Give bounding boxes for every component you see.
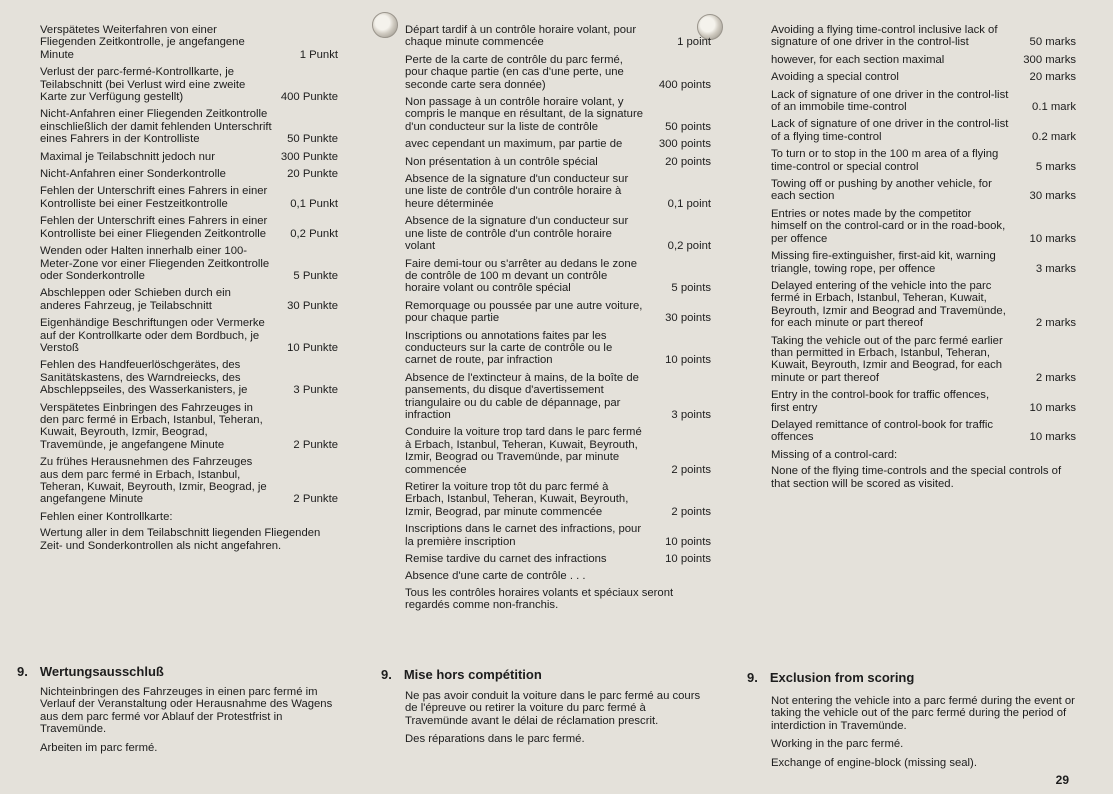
german-section-body bbox=[40, 686, 338, 760]
french-section-paragraph: Ne pas avoir conduit la voiture dans le parc fermé au cours de l'épreuve ou retirer la voiture du parc fermé à Travemünde avant le délai de réclamation prescrit. bbox=[405, 690, 701, 727]
penalty-value: 10 points bbox=[665, 354, 711, 367]
english-penalty-list bbox=[771, 24, 1076, 444]
penalty-description: Entry in the control-book for traffic offences, first entry bbox=[771, 389, 990, 414]
penalty-value: 2 points bbox=[671, 463, 711, 476]
penalty-value: 30 points bbox=[665, 312, 711, 325]
english-section-paragraph: Exchange of engine-block (missing seal). bbox=[771, 756, 977, 769]
penalty-entry bbox=[405, 138, 711, 150]
penalty-value: 20 Punkte bbox=[287, 168, 338, 181]
penalty-entry bbox=[771, 118, 1076, 143]
german-missing-card-text: Wertung aller in dem Teilabschnitt liegenden Fliegenden Zeit- und Sonderkontrollen als nicht angefahren. bbox=[40, 527, 321, 552]
english-section-heading bbox=[747, 670, 914, 685]
penalty-entry bbox=[405, 553, 711, 565]
penalty-value: 1 Punkt bbox=[299, 48, 338, 61]
penalty-entry bbox=[771, 148, 1076, 173]
penalty-description: Entries or notes made by the competitor himself on the control-card or in the road-book, per offence bbox=[771, 207, 1006, 245]
penalty-description: Perte de la carte de contrôle du parc fermé, pour chaque partie (en cas d'une perte, une seconde carte sera donnée) bbox=[405, 53, 624, 91]
penalty-entry bbox=[405, 330, 711, 367]
penalty-value: 0,1 point bbox=[667, 197, 711, 210]
penalty-value: 0,1 Punkt bbox=[290, 197, 338, 210]
penalty-description: however, for each section maximal bbox=[771, 53, 945, 66]
penalty-entry bbox=[405, 54, 711, 91]
penalty-value: 2 marks bbox=[1035, 371, 1076, 384]
english-penalty-column bbox=[771, 24, 1076, 494]
penalty-value: 300 marks bbox=[1023, 53, 1076, 66]
penalty-entry bbox=[405, 156, 711, 168]
penalty-value: 10 points bbox=[665, 553, 711, 566]
penalty-description: Inscriptions ou annotations faites par les conducteurs sur la carte de contrôle ou le carnet de route, par infraction bbox=[405, 329, 613, 367]
penalty-entry bbox=[771, 89, 1076, 114]
penalty-entry bbox=[405, 300, 711, 325]
penalty-description: Wenden oder Halten innerhalb einer 100-Meter-Zone vor einer Fliegenden Zeitkontrolle oder Sonderkontrolle bbox=[40, 245, 270, 282]
french-section-body bbox=[405, 690, 711, 752]
english-missing-card-title: Missing of a control-card: bbox=[771, 448, 898, 461]
penalty-entry bbox=[40, 151, 338, 163]
penalty-value: 2 Punkte bbox=[293, 438, 338, 451]
penalty-entry bbox=[40, 66, 338, 103]
penalty-entry bbox=[405, 215, 711, 252]
french-section-paragraph: Des réparations dans le parc fermé. bbox=[405, 733, 585, 746]
penalty-value: 3 marks bbox=[1035, 262, 1076, 275]
penalty-value: 5 Punkte bbox=[293, 269, 338, 282]
penalty-description: Départ tardif à un contrôle horaire volant, pour chaque minute commencée bbox=[405, 24, 637, 49]
penalty-description: Absence de la signature d'un conducteur sur une liste de contrôle d'un contrôle horaire à heure déterminée bbox=[405, 173, 629, 210]
penalty-entry bbox=[405, 173, 711, 210]
english-section-title: Exclusion from scoring bbox=[769, 670, 915, 685]
penalty-description: Missing fire-extinguisher, first-aid kit, warning triangle, towing rope, per offence bbox=[771, 250, 996, 275]
penalty-value: 30 marks bbox=[1029, 190, 1076, 203]
penalty-entry bbox=[771, 208, 1076, 245]
penalty-value: 0.2 mark bbox=[1032, 130, 1076, 143]
penalty-entry bbox=[771, 389, 1076, 414]
penalty-value: 0,2 Punkt bbox=[290, 227, 338, 240]
penalty-description: Fehlen der Unterschrift eines Fahrers in einer Kontrolliste bei einer Fliegenden Zeitkontrolle bbox=[40, 215, 268, 240]
penalty-description: Verspätetes Einbringen des Fahrzeuges in den parc fermé in Erbach, Istanbul, Teheran, Kuwait, Beyrouth, Izmir, Beograd, Travemünde, je angefangene Minute bbox=[40, 401, 263, 451]
punch-hole-left bbox=[372, 12, 398, 38]
penalty-value: 300 points bbox=[658, 138, 711, 151]
penalty-value: 20 points bbox=[665, 155, 711, 168]
penalty-description: Non présentation à un contrôle spécial bbox=[405, 155, 598, 168]
penalty-description: Faire demi-tour ou s'arrêter au dedans le zone de contrôle de 100 m devant un contrôle horaire volant ou contrôle spécial bbox=[405, 257, 637, 295]
penalty-value: 20 marks bbox=[1029, 71, 1076, 84]
penalty-value: 5 marks bbox=[1035, 160, 1076, 173]
english-section-paragraph: Working in the parc fermé. bbox=[771, 738, 904, 751]
french-penalty-column bbox=[405, 24, 711, 616]
penalty-entry bbox=[40, 287, 338, 312]
penalty-value: 50 points bbox=[665, 120, 711, 133]
penalty-value: 400 Punkte bbox=[280, 91, 338, 104]
penalty-value: 10 marks bbox=[1029, 232, 1076, 245]
penalty-description: Remorquage ou poussée par une autre voiture, pour chaque partie bbox=[405, 299, 643, 325]
penalty-value: 10 points bbox=[665, 535, 711, 548]
penalty-entry bbox=[405, 523, 711, 548]
english-section-number: 9. bbox=[747, 670, 758, 685]
penalty-description: Taking the vehicle out of the parc fermé earlier than permitted in Erbach, Istanbul, Teheran, Kuwait, Beyrouth, Izmir and Beograd, for each minute or part thereof bbox=[771, 334, 1003, 384]
penalty-entry bbox=[405, 96, 711, 133]
english-section-paragraph: Not entering the vehicle into a parc fermé during the event or taking the vehicle out of the parc fermé during the period of interdiction in Travemünde. bbox=[771, 695, 1075, 732]
penalty-description: Verspätetes Weiterfahren von einer Fliegenden Zeitkontrolle, je angefangene Minute bbox=[40, 24, 245, 61]
penalty-entry bbox=[771, 71, 1076, 83]
penalty-description: Abschleppen oder Schieben durch ein anderes Fahrzeug, je Teilabschnitt bbox=[40, 287, 231, 312]
german-section-heading bbox=[17, 664, 164, 679]
german-section-paragraph: Nichteinbringen des Fahrzeuges in einen parc fermé im Verlauf der Veranstaltung oder Herausnahme des Wagens aus dem parc fermé vor Ablauf der Protestfrist in Travemünde. bbox=[40, 686, 333, 736]
german-section-title: Wertungsausschluß bbox=[39, 664, 164, 679]
penalty-description: To turn or to stop in the 100 m area of a flying time-control or special control bbox=[771, 148, 999, 173]
penalty-entry bbox=[405, 426, 711, 476]
penalty-description: Absence de la signature d'un conducteur sur une liste de contrôle d'un contrôle horaire volant bbox=[405, 215, 629, 253]
penalty-entry bbox=[40, 359, 338, 396]
penalty-value: 2 marks bbox=[1035, 317, 1076, 330]
penalty-description: Delayed entering of the vehicle into the parc fermé in Erbach, Istanbul, Teheran, Kuwait, Beyrouth, Izmir and Beograd and Travemünde, for each minute or part thereof bbox=[771, 279, 1006, 330]
penalty-description: Conduire la voiture trop tard dans le parc fermé à Erbach, Istanbul, Teheran, Kuwait, Beyrouth, Izmir, Beograd ou Travemünde, par minute commencée bbox=[405, 426, 642, 476]
penalty-value: 3 Punkte bbox=[293, 384, 338, 397]
penalty-entry bbox=[40, 24, 338, 61]
penalty-description: Delayed remittance of control-book for traffic offences bbox=[771, 418, 994, 444]
penalty-entry bbox=[40, 317, 338, 354]
penalty-value: 0.1 mark bbox=[1032, 101, 1076, 114]
penalty-entry bbox=[771, 335, 1076, 385]
english-section-body bbox=[771, 695, 1076, 775]
french-section-title: Mise hors compétition bbox=[403, 667, 542, 682]
penalty-description: Towing off or pushing by another vehicle, for each section bbox=[771, 178, 992, 203]
penalty-description: Absence de l'extincteur à mains, de la boîte de pansements, du disque d'avertissement triangulaire ou du cable de dépannage, par infraction bbox=[405, 371, 639, 421]
penalty-description: Non passage à un contrôle horaire volant, y compris le manque en résultant, de la signature d'un conducteur sur la liste de contrôle bbox=[405, 96, 643, 133]
penalty-entry bbox=[40, 245, 338, 282]
penalty-entry bbox=[40, 185, 338, 210]
french-section-number: 9. bbox=[381, 667, 392, 682]
penalty-entry bbox=[405, 481, 711, 518]
penalty-value: 10 Punkte bbox=[287, 341, 338, 354]
french-section-heading bbox=[381, 667, 542, 682]
penalty-description: Inscriptions dans le carnet des infractions, pour la première inscription bbox=[405, 523, 642, 548]
german-section-number: 9. bbox=[17, 664, 28, 679]
penalty-entry bbox=[771, 54, 1076, 66]
penalty-value: 30 Punkte bbox=[287, 299, 338, 312]
penalty-value: 400 points bbox=[658, 78, 711, 91]
penalty-entry bbox=[40, 215, 338, 240]
penalty-entry bbox=[771, 419, 1076, 444]
penalty-description: Retirer la voiture trop tôt du parc fermé à Erbach, Istanbul, Teheran, Kuwait, Beyrouth, Izmir, Beograd, par minute commencée bbox=[405, 481, 629, 518]
penalty-entry bbox=[771, 24, 1076, 49]
penalty-entry bbox=[40, 108, 338, 145]
penalty-value: 3 points bbox=[671, 408, 711, 421]
penalty-description: avec cependant un maximum, par partie de bbox=[405, 138, 623, 151]
penalty-entry bbox=[771, 250, 1076, 275]
german-penalty-column bbox=[40, 24, 338, 556]
penalty-description: Zu frühes Herausnehmen des Fahrzeuges aus dem parc fermé in Erbach, Istanbul, Teheran, Kuwait, Beyrouth, Izmir, Beograd, je angefangene Minute bbox=[40, 456, 267, 506]
penalty-description: Verlust der parc-fermé-Kontrollkarte, je Teilabschnitt (bei Verlust wird eine zweite Karte zur Verfügung gestellt) bbox=[40, 66, 246, 104]
french-missing-card-title: Absence d'une carte de contrôle . . . bbox=[405, 570, 586, 583]
penalty-description: Avoiding a flying time-control inclusive lack of signature of one driver in the control-list bbox=[771, 24, 998, 49]
penalty-description: Maximal je Teilabschnitt jedoch nur bbox=[40, 150, 215, 163]
penalty-entry bbox=[405, 24, 711, 49]
penalty-description: Fehlen des Handfeuerlöschgerätes, des Sanitätskastens, des Warndreiecks, des Abschleppseiles, des Wasserkanisters, je bbox=[40, 359, 248, 397]
penalty-description: Nicht-Anfahren einer Fliegenden Zeitkontrolle einschließlich der damit fehlenden Unterschrift eines Fahrers in der Kontrolliste bbox=[40, 108, 272, 146]
penalty-value: 50 marks bbox=[1029, 36, 1076, 49]
penalty-value: 2 points bbox=[671, 505, 711, 518]
french-penalty-list bbox=[405, 24, 711, 565]
french-missing-card-text: Tous les contrôles horaires volants et spéciaux seront regardés comme non-franchis. bbox=[405, 586, 674, 612]
penalty-value: 0,2 point bbox=[667, 240, 711, 253]
penalty-description: Fehlen der Unterschrift eines Fahrers in einer Kontrolliste bei einer Festzeitkontrolle bbox=[40, 185, 268, 210]
english-missing-card-text: None of the flying time-controls and the special controls of that section will be scored as visited. bbox=[771, 465, 1062, 490]
penalty-description: Eigenhändige Beschriftungen oder Vermerke auf der Kontrollkarte oder dem Bordbuch, je Verstoß bbox=[40, 317, 265, 354]
german-section-paragraph: Arbeiten im parc fermé. bbox=[40, 741, 158, 754]
penalty-value: 5 points bbox=[671, 282, 711, 295]
penalty-description: Avoiding a special control bbox=[771, 71, 899, 84]
penalty-value: 300 Punkte bbox=[280, 150, 338, 163]
penalty-description: Lack of signature of one driver in the control-list of an immobile time-control bbox=[771, 88, 1009, 114]
german-missing-card-title: Fehlen einer Kontrollkarte: bbox=[40, 510, 173, 523]
penalty-value: 10 marks bbox=[1029, 431, 1076, 444]
penalty-entry bbox=[405, 372, 711, 422]
german-penalty-list bbox=[40, 24, 338, 506]
penalty-value: 2 Punkte bbox=[293, 493, 338, 506]
penalty-entry bbox=[771, 280, 1076, 330]
penalty-entry bbox=[40, 168, 338, 180]
penalty-value: 1 point bbox=[677, 36, 711, 49]
penalty-description: Nicht-Anfahren einer Sonderkontrolle bbox=[40, 168, 226, 181]
page-number: 29 bbox=[1055, 773, 1069, 787]
penalty-value: 50 Punkte bbox=[287, 133, 338, 146]
penalty-entry bbox=[40, 402, 338, 452]
penalty-value: 10 marks bbox=[1029, 401, 1076, 414]
penalty-entry bbox=[771, 178, 1076, 203]
penalty-entry bbox=[405, 258, 711, 295]
penalty-entry bbox=[40, 456, 338, 506]
penalty-description: Remise tardive du carnet des infractions bbox=[405, 553, 607, 566]
penalty-description: Lack of signature of one driver in the control-list of a flying time-control bbox=[771, 118, 1009, 143]
